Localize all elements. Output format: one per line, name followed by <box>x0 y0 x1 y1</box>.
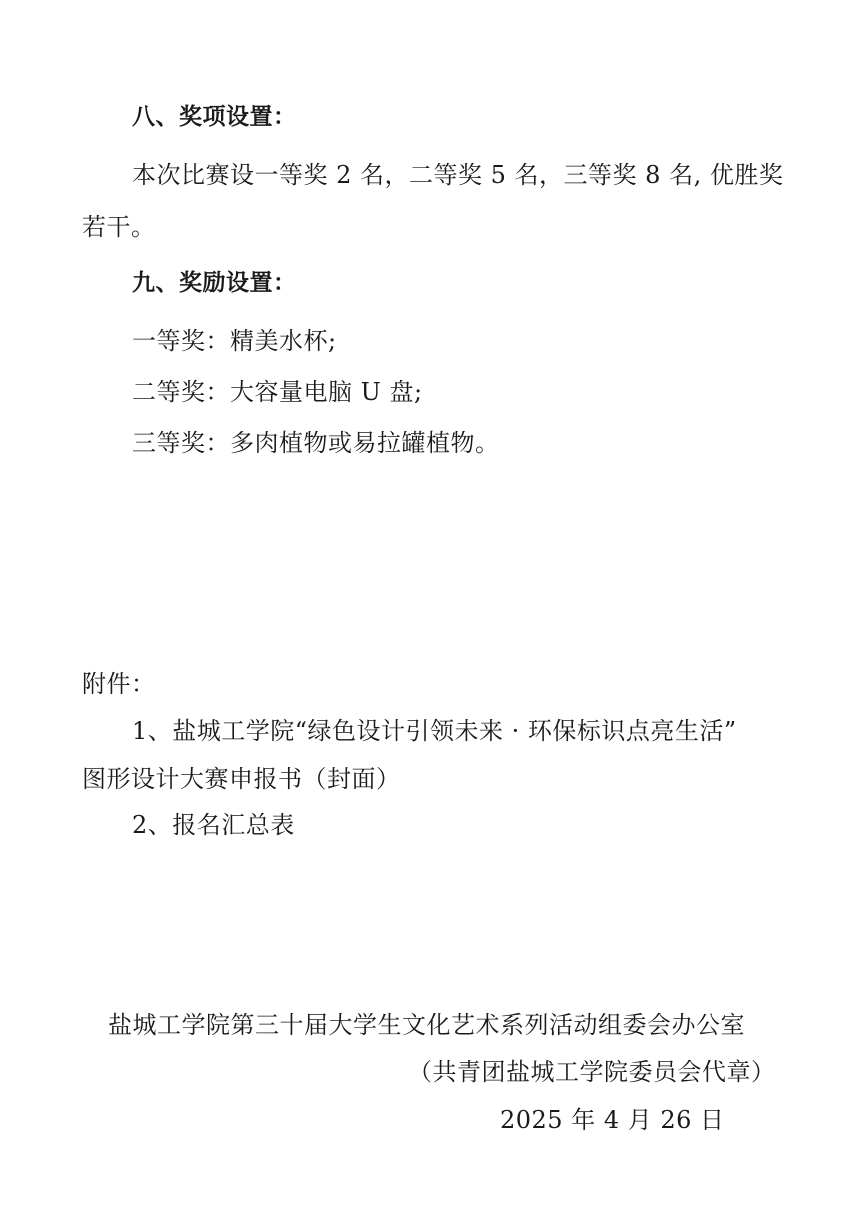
prize-first: 一等奖：精美水杯; <box>132 327 337 355</box>
attachment-item-1-line-1: 1、盐城工学院“绿色设计引领未来 · 环保标识点亮生活” <box>132 717 737 745</box>
attachments-label: 附件： <box>82 670 156 698</box>
section-8-heading: 八、奖项设置： <box>132 104 297 130</box>
prize-third: 三等奖：多肉植物或易拉罐植物。 <box>132 429 500 457</box>
section-9-heading: 九、奖励设置： <box>132 270 297 296</box>
prize-second: 二等奖：大容量电脑 U 盘; <box>132 378 423 406</box>
signature-date: 2025 年 4 月 26 日 <box>500 1106 725 1134</box>
attachment-item-1-line-2: 图形设计大赛申报书（封面） <box>82 765 401 793</box>
signature-proxy-seal: （共青团盐城工学院委员会代章） <box>408 1058 776 1086</box>
section-8-paragraph-line-1: 本次比赛设一等奖 2 名，二等奖 5 名，三等奖 8 名, 优胜奖 <box>132 161 784 189</box>
section-8-paragraph-line-2: 若干。 <box>82 213 156 241</box>
attachment-item-2: 2、报名汇总表 <box>132 811 295 839</box>
signature-organization: 盐城工学院第三十届大学生文化艺术系列活动组委会办公室 <box>108 1011 745 1039</box>
